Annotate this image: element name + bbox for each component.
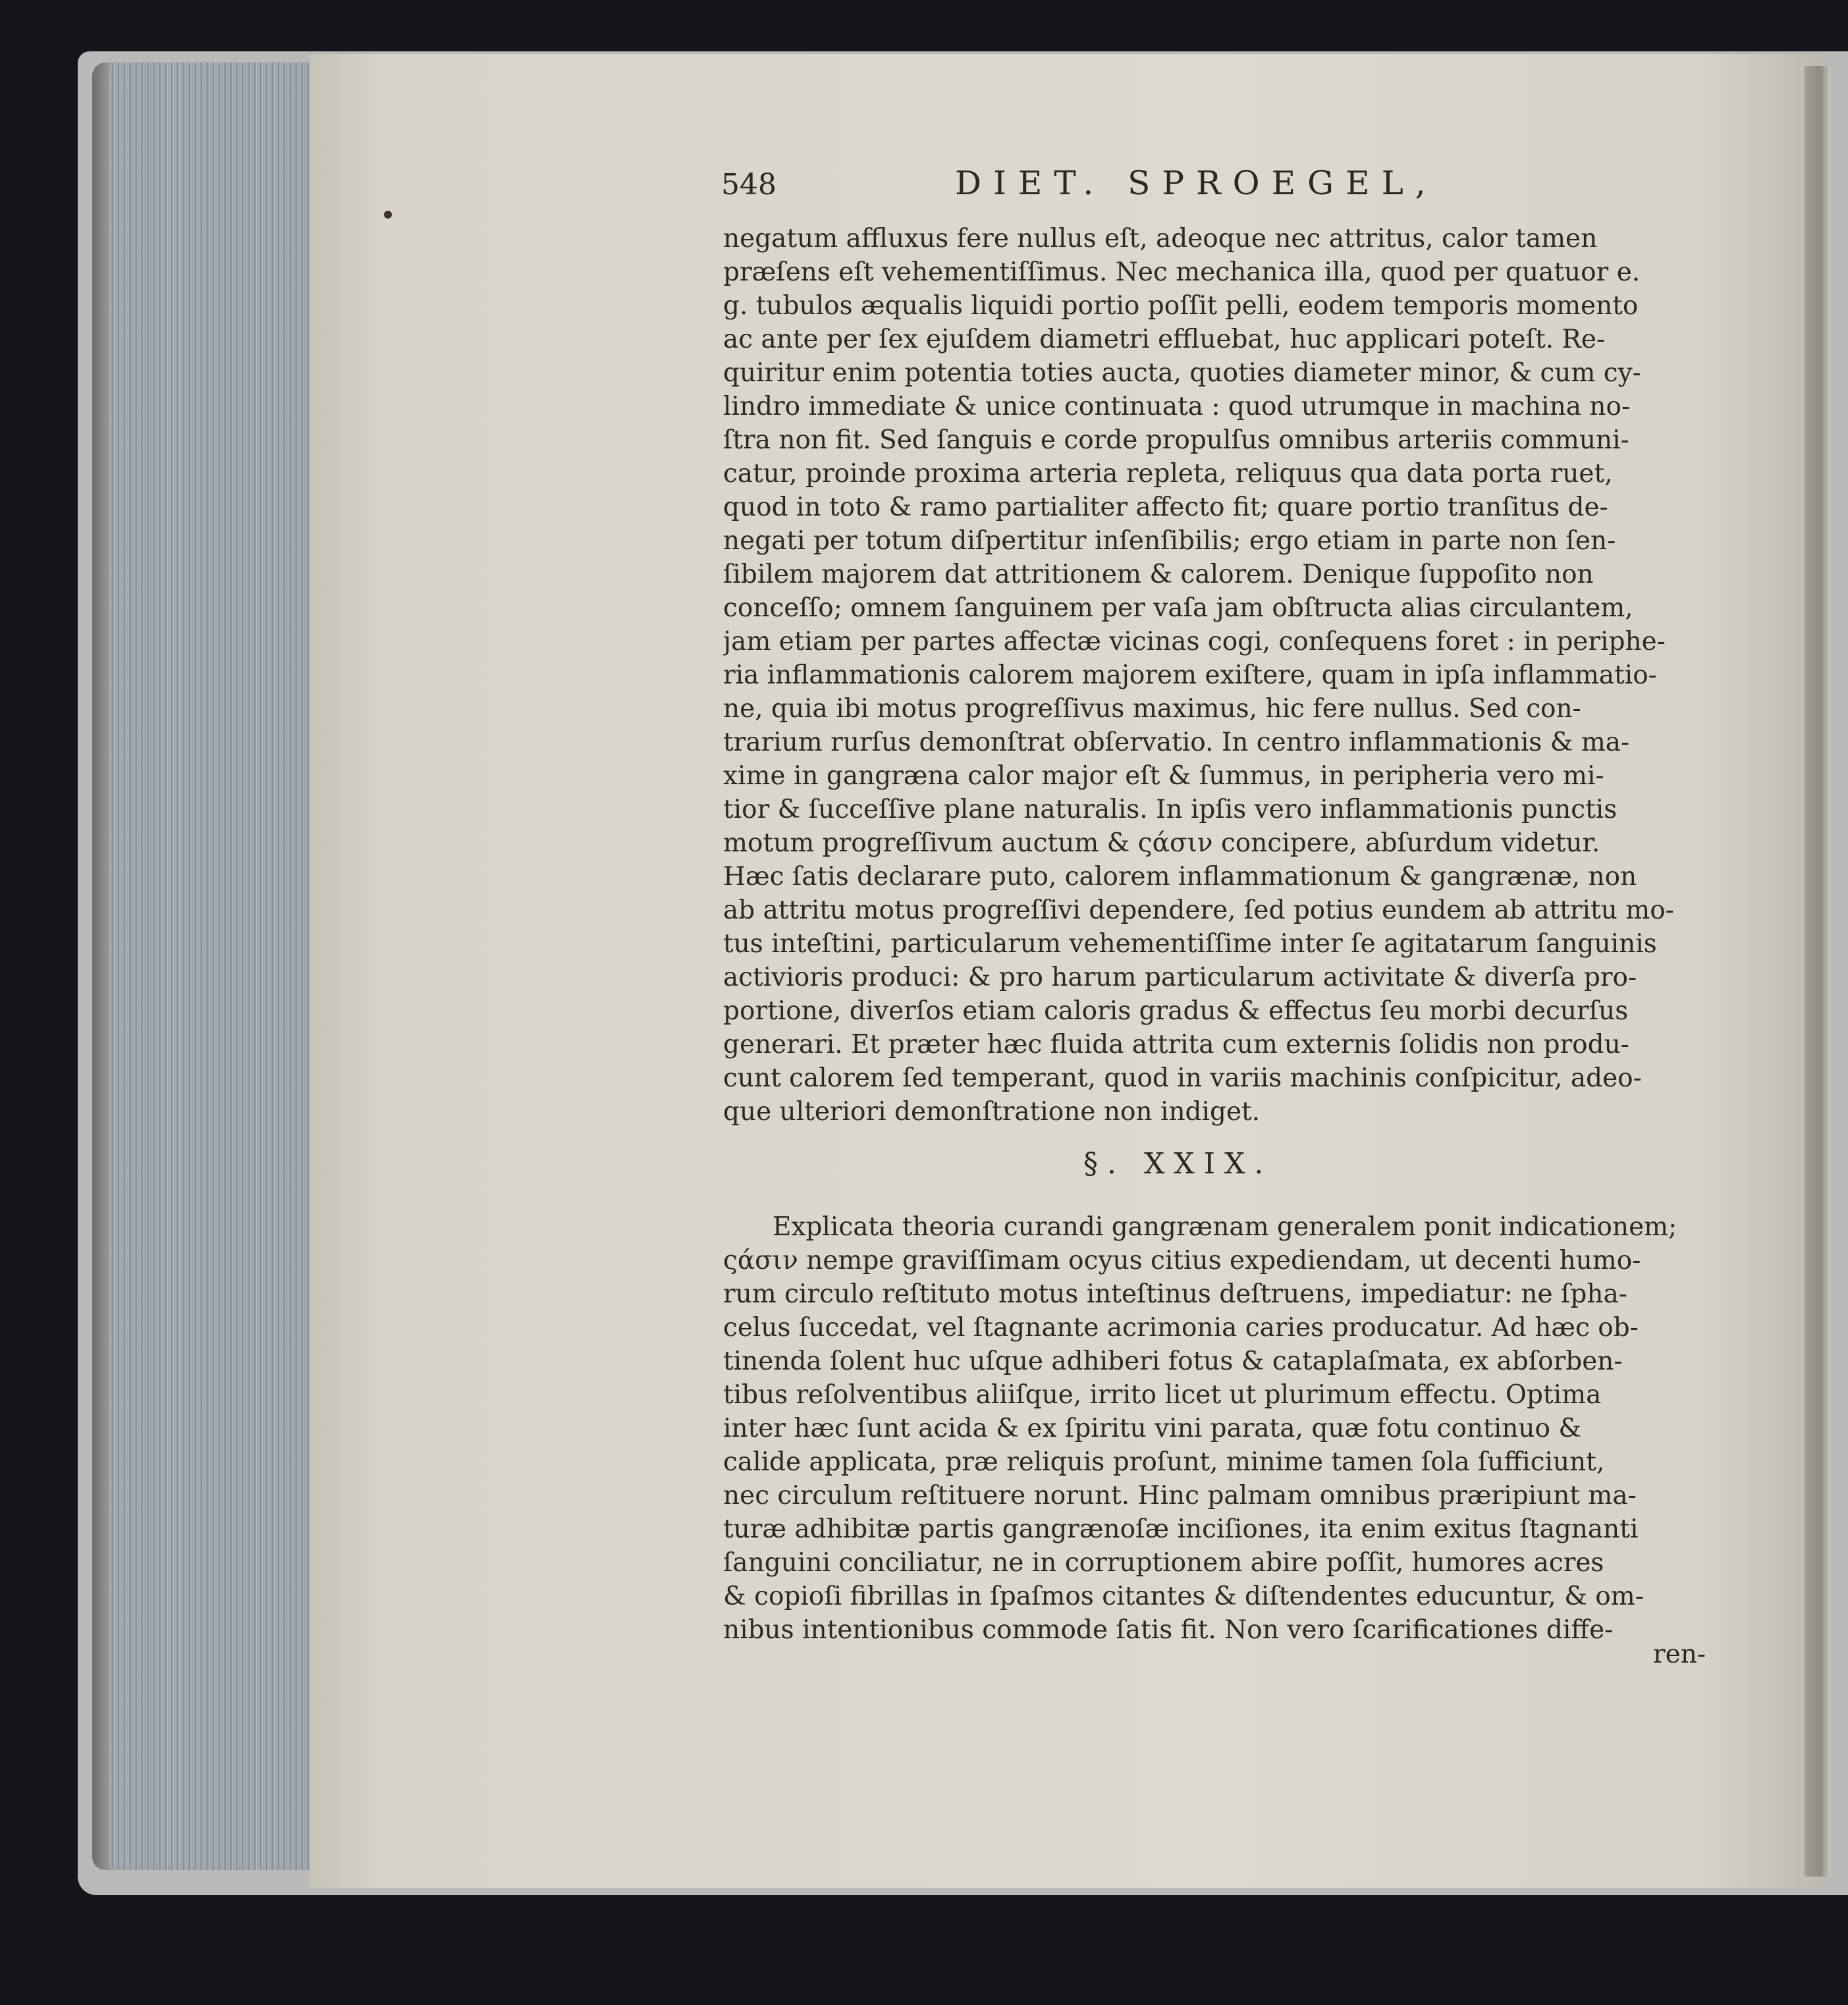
text-line: conceſſo; omnem ſanguinem per vaſa jam obſtructa alias circulantem, [723, 593, 1633, 623]
text-line: portione, diverſos etiam caloris gradus & effectus ſeu morbi decurſus [723, 996, 1629, 1026]
section-heading: §. XXIX. [1083, 1147, 1273, 1181]
text-line: g. tubulos æqualis liquidi portio poſſit pelli, eodem temporis momento [723, 291, 1639, 321]
ink-spot [384, 211, 392, 219]
page-header [721, 164, 1749, 221]
running-head: DIET. SPROEGEL, [955, 164, 1438, 202]
text-line: ſtra non fit. Sed ſanguis e corde propulſus omnibus arteriis communi- [723, 425, 1629, 455]
text-line: jam etiam per partes affectæ vicinas cogi, conſequens foret : in periphe- [723, 627, 1666, 656]
text-line: & copioſi fibrillas in ſpaſmos citantes & diſtendentes educuntur, & om- [723, 1582, 1644, 1611]
text-line: ſanguini conciliatur, ne in corruptionem abire poſſit, humores acres [723, 1548, 1604, 1578]
text-line: tior & ſucceſſive plane naturalis. In ipſis vero inflammationis punctis [723, 795, 1617, 824]
page-number: 548 [721, 168, 776, 201]
text-line: motum progreſſivum auctum & ςάσιν concipere, abſurdum videtur. [723, 828, 1600, 858]
text-line: ſibilem majorem dat attritionem & calorem. Denique ſuppoſito non [723, 560, 1594, 589]
text-line: catur, proinde proxima arteria repleta, reliquus qua data porta ruet, [723, 459, 1613, 489]
text-line: generari. Et præter hæc fluida attrita cum externis ſolidis non produ- [723, 1030, 1629, 1059]
text-line: ria inflammationis calorem majorem exiſtere, quam in ipſa inflammatio- [723, 660, 1657, 690]
text-line: negati per totum diſpertitur inſenſibilis; ergo etiam in parte non ſen- [723, 526, 1616, 556]
text-line: rum circulo reſtituto motus inteſtinus deſtruens, impediatur: ne ſpha- [723, 1279, 1627, 1309]
text-line: Explicata theoria curandi gangrænam generalem ponit indicationem; [773, 1212, 1677, 1242]
text-line: activioris produci: & pro harum particularum activitate & diverſa pro- [723, 963, 1637, 992]
text-line: ab attritu motus progreſſivi dependere, ſed potius eundem ab attritu mo- [723, 896, 1674, 925]
catchword: ren- [1653, 1640, 1706, 1669]
text-line: negatum affluxus fere nullus eſt, adeoque nec attritus, calor tamen [723, 224, 1598, 254]
paragraph-2 [723, 1210, 1741, 1647]
text-line: que ulteriori demonſtratione non indiget. [723, 1097, 1261, 1127]
text-line: celus ſuccedat, vel ſtagnante acrimonia caries producatur. Ad hæc ob- [723, 1313, 1639, 1343]
paragraph-1 [723, 222, 1741, 1129]
text-line: cunt calorem ſed temperant, quod in variis machinis conſpicitur, adeo- [723, 1063, 1642, 1093]
text-line: xime in gangræna calor major eſt & ſummus, in peripheria vero mi- [723, 761, 1604, 791]
text-line: ac ante per ſex ejuſdem diametri effluebat, huc applicari poteſt. Re- [723, 325, 1606, 354]
text-line: inter hæc ſunt acida & ex ſpiritu vini parata, quæ fotu continuo & [723, 1414, 1582, 1443]
text-line: nibus intentionibus commode ſatis fit. Non vero ſcarificationes diffe- [723, 1615, 1614, 1645]
text-line: quod in toto & ramo partialiter affecto fit; quare portio tranſitus de- [723, 493, 1608, 522]
text-line: præſens eſt vehementiſſimus. Nec mechanica illa, quod per quatuor e. [723, 257, 1641, 287]
text-line: tinenda ſolent huc uſque adhiberi fotus & cataplaſmata, ex abſorben- [723, 1347, 1623, 1376]
text-line: tus inteſtini, particularum vehementiſſime inter ſe agitatarum ſanguinis [723, 929, 1657, 959]
text-line: ςάσιν nempe graviſſimam ocyus citius expediendam, ut decenti humo- [723, 1246, 1641, 1275]
text-line: quiritur enim potentia toties aucta, quoties diameter minor, & cum cy- [723, 358, 1641, 388]
text-line: Hæc ſatis declarare puto, calorem inflammationum & gangrænæ, non [723, 862, 1637, 892]
text-line: lindro immediate & unice continuata : quod utrumque in machina no- [723, 392, 1631, 421]
text-line: ne, quia ibi motus progreſſivus maximus, hic fere nullus. Sed con- [723, 694, 1581, 724]
text-line: trarium rurſus demonſtrat obſervatio. In centro inflammationis & ma- [723, 728, 1630, 757]
text-line: tibus reſolventibus aliiſque, irrito licet ut plurimum effectu. Optima [723, 1380, 1602, 1410]
page-edges [109, 63, 326, 1870]
text-line: calide applicata, præ reliquis proſunt, minime tamen ſola ſufficiunt, [723, 1447, 1605, 1477]
text-line: nec circulum reſtituere norunt. Hinc palmam omnibus præripiunt ma- [723, 1481, 1637, 1510]
text-line: turæ adhibitæ partis gangrænoſæ inciſiones, ita enim exitus ſtagnanti [723, 1514, 1639, 1544]
gutter-fold [1805, 66, 1831, 1877]
